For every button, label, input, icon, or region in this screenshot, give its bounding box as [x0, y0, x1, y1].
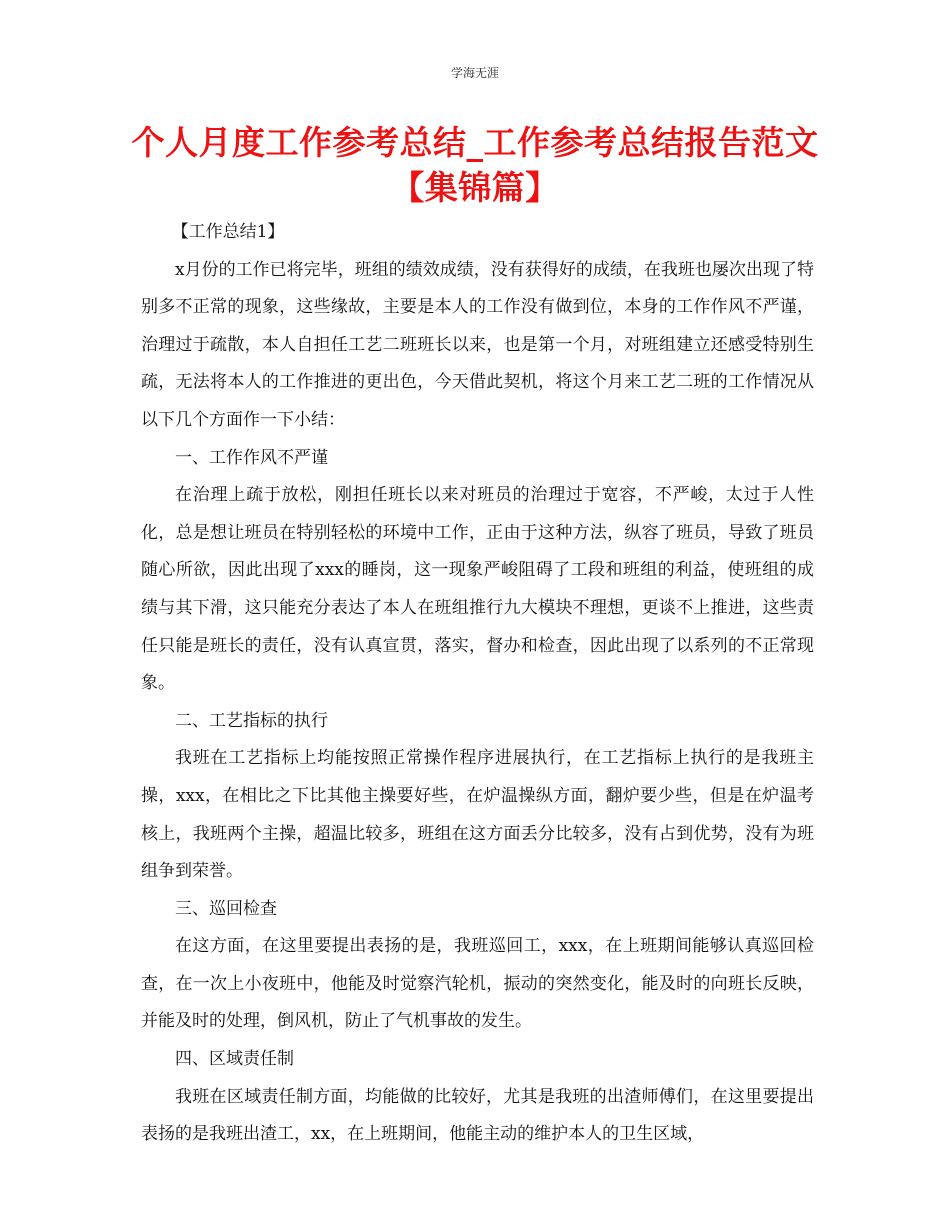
- document-title: 个人月度工作参考总结_工作参考总结报告范文【集锦篇】: [131, 123, 819, 207]
- header-note: 学海无涯: [450, 66, 499, 80]
- document-body: [141, 214, 814, 1154]
- paragraph-section-4: 我班在区域责任制方面，均能做的比较好，尤其是我班的出渣师傅们，在这里要提出表扬的是我班出渣工，xx，在上班期间，他能主动的维护本人的卫生区域，: [141, 1086, 814, 1145]
- paragraph-intro: x月份的工作已将完毕，班组的绩效成绩，没有获得好的成绩，在我班也屡次出现了特别多不正常的现象，这些缘故，主要是本人的工作没有做到位，本身的工作作风不严谨，治理过于疏散，本人自担任工艺二班班长以来，也是第一个月，对班组建立还感受特别生疏，无法将本人的工作推进的更出色，今天借此契机，将这个月来工艺二班的工作情况从以下几个方面作一下小结：: [141, 259, 814, 430]
- section-heading-2: 二、工艺指标的执行: [175, 710, 328, 731]
- paragraph-section-3: 在这方面，在这里要提出表扬的是，我班巡回工，xxx，在上班期间能够认真巡回检查，在一次上小夜班中，他能及时觉察汽轮机，振动的突然变化，能及时的向班长反映，并能及时的处理，倒风机，防止了气机事故的发生。: [141, 936, 814, 1032]
- section-heading-3: 三、巡回检查: [175, 898, 277, 919]
- section-heading-4: 四、区域责任制: [175, 1049, 294, 1070]
- paragraph-section-1: 在治理上疏于放松，刚担任班长以来对班员的治理过于宽容，不严峻，太过于人性化，总是想让班员在特别轻松的环境中工作，正由于这种方法，纵容了班员，导致了班员随心所欲，因此出现了xxx的睡岗，这一现象严峻阻碍了工段和班组的利益，使班组的成绩与其下滑，这只能充分表达了本人在班组推行九大模块不理想，更谈不上推进，这些责任只能是班长的责任，没有认真宣贯，落实，督办和检查，因此出现了以系列的不正常现象。: [141, 485, 814, 694]
- section-tag: 【工作总结1】: [171, 222, 285, 242]
- paragraph-section-2: 我班在工艺指标上均能按照正常操作程序进展执行，在工艺指标上执行的是我班主操，xxx，在相比之下比其他主操要好些，在炉温操纵方面，翻炉要少些，但是在炉温考核上，我班两个主操，超温比较多，班组在这方面丢分比较多，没有占到优势，没有为班组争到荣誉。: [141, 748, 814, 882]
- section-heading-1: 一、工作作风不严谨: [175, 447, 328, 468]
